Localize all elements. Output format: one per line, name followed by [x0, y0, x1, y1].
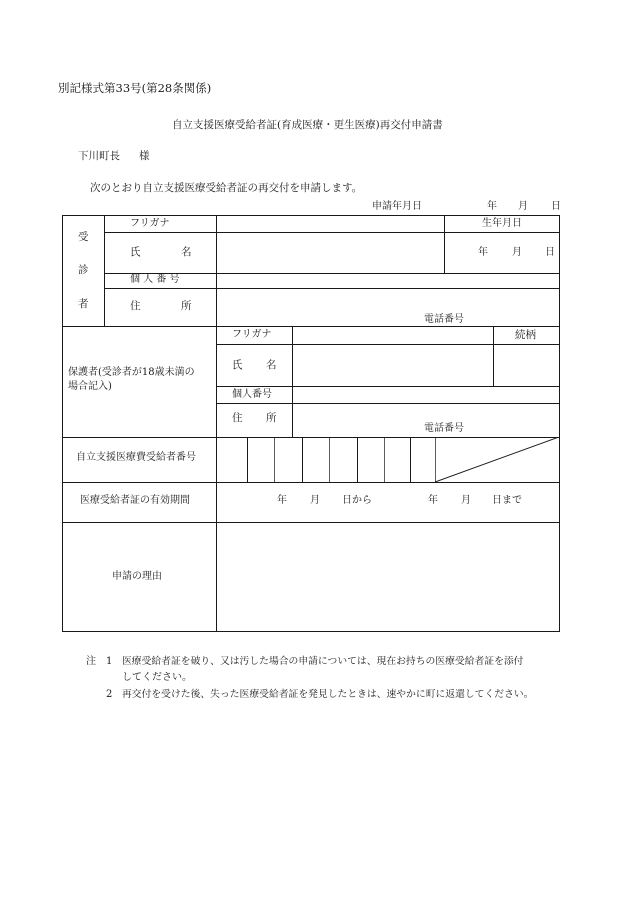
form-title: 自立支援医療受給者証(育成医療・更生医療)再交付申請書 [172, 119, 443, 131]
guardian-furigana-label: フリガナ [232, 329, 272, 340]
validity-from-suffix: 日から [342, 495, 372, 506]
guardian-individual-number-label: 個人番号 [232, 389, 272, 400]
patient-birth-year: 年 [478, 247, 488, 258]
patient-address-label-1: 住 [130, 300, 141, 312]
guardian-section-label-1: 保護者(受診者が18歳未満の [68, 367, 195, 378]
patient-individual-number-label: 個 人 番 号 [130, 274, 180, 285]
note-1-text: 医療受給者証を破り、又は汚した場合の申請については、現在お持ちの医療受給者証を添付 [122, 656, 524, 667]
patient-name-label-2: 名 [181, 246, 192, 258]
guardian-section-label-2: 場合記入) [68, 381, 112, 392]
note-1-text-cont: してください。 [122, 672, 192, 683]
addressee: 下川町長 [78, 150, 120, 162]
guardian-phone-label: 電話番号 [424, 423, 464, 434]
patient-name-label-1: 氏 [130, 246, 141, 258]
validity-to-year: 年 [428, 495, 438, 506]
reason-input-area[interactable] [217, 523, 558, 630]
notes-prefix: 注 [86, 656, 96, 667]
reason-label: 申請の理由 [112, 571, 162, 582]
guardian-name-label-2: 名 [266, 359, 277, 371]
guardian-name-label-1: 氏 [232, 359, 243, 371]
validity-label: 医療受給者証の有効期間 [80, 495, 190, 506]
intro-text: 次のとおり自立支援医療受給者証の再交付を申請します。 [90, 182, 363, 194]
recipient-number-label: 自立支援医療費受給者番号 [76, 452, 196, 463]
guardian-relationship-label: 続柄 [515, 329, 536, 341]
honorific: 様 [139, 150, 150, 162]
application-date-year: 年 [487, 201, 497, 212]
patient-address-label-2: 所 [181, 300, 192, 312]
patient-phone-label: 電話番号 [424, 314, 464, 325]
patient-birth-day: 日 [545, 247, 555, 258]
form-id: 別記様式第33号(第28条関係) [58, 81, 212, 95]
note-2-number: 2 [106, 689, 113, 700]
patient-char-3: 者 [78, 298, 89, 310]
patient-char-2: 診 [78, 264, 89, 276]
note-1-number: 1 [106, 656, 113, 667]
patient-char-1: 受 [78, 231, 89, 243]
validity-from-year: 年 [277, 495, 287, 506]
patient-furigana-label: フリガナ [130, 218, 170, 229]
diagonal-slash [435, 437, 559, 483]
validity-to-suffix: 日まで [492, 495, 522, 506]
application-date-day: 日 [551, 201, 561, 212]
validity-from-month: 月 [310, 495, 320, 506]
validity-to-month: 月 [461, 495, 471, 506]
application-date-month: 月 [518, 201, 528, 212]
guardian-address-label-2: 所 [266, 412, 277, 424]
patient-birth-month: 月 [512, 247, 522, 258]
note-2-text: 再交付を受けた後、失った医療受給者証を発見したときは、速やかに町に返還してください。 [122, 689, 534, 700]
guardian-address-label-1: 住 [232, 412, 243, 424]
patient-birthdate-label: 生年月日 [482, 218, 522, 229]
application-date-label: 申請年月日 [372, 201, 422, 212]
